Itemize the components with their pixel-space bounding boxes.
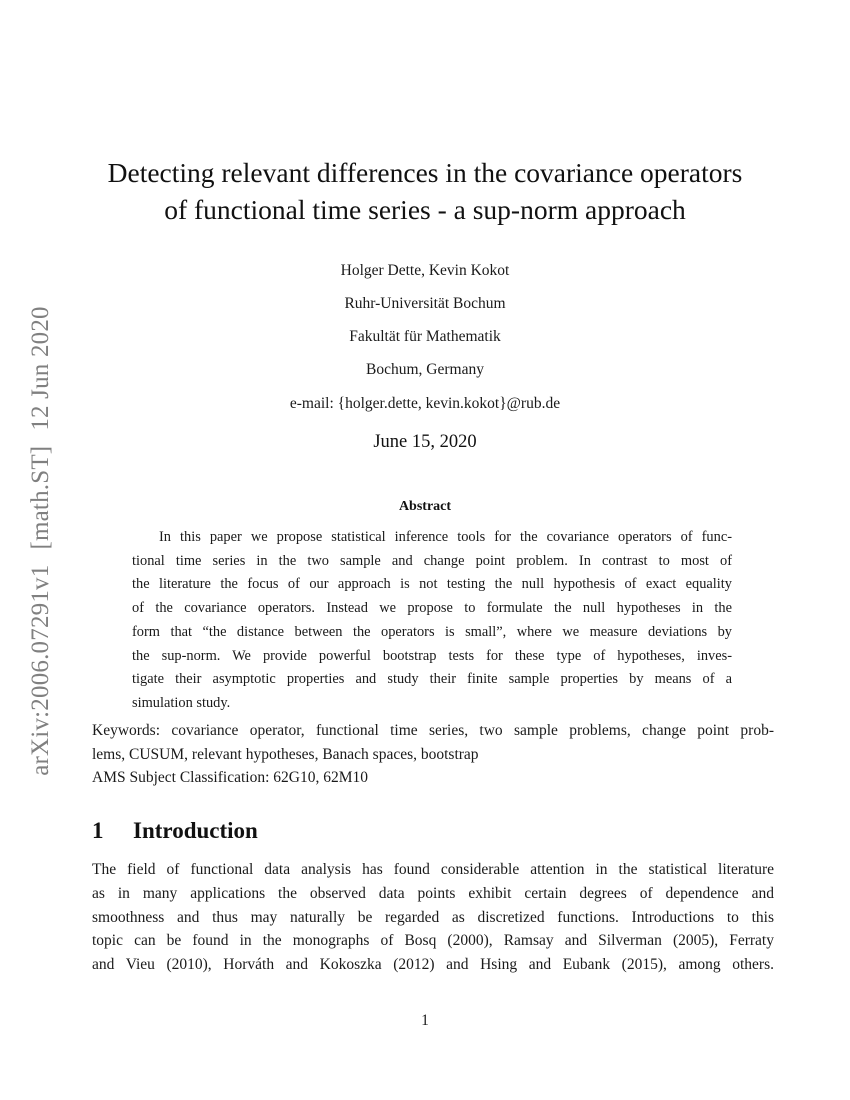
arxiv-category: [math.ST] bbox=[27, 445, 54, 550]
arxiv-date: 12 Jun 2020 bbox=[27, 306, 54, 431]
intro-line: and Vieu (2010), Horváth and Kokoszka (2012) and Hsing and Eubank (2015), among others. bbox=[92, 956, 774, 974]
arxiv-identifier: arXiv:2006.07291v1 bbox=[27, 564, 54, 776]
author-institution: Ruhr-Universität Bochum bbox=[344, 295, 506, 312]
abstract-line: In this paper we propose statistical inference tools for the covariance operators of func- bbox=[159, 529, 732, 545]
author-email: e-mail: {holger.dette, kevin.kokot}@rub.de bbox=[289, 395, 561, 412]
paper-title bbox=[0, 154, 850, 228]
abstract-line: simulation study. bbox=[132, 694, 231, 711]
section-title: Introduction bbox=[133, 818, 258, 843]
page-number: 1 bbox=[421, 1012, 429, 1029]
intro-paragraph bbox=[92, 858, 774, 977]
abstract-body bbox=[132, 526, 732, 716]
abstract-line: tigate their asymptotic properties and study their finite sample properties by means of a bbox=[132, 671, 732, 688]
intro-line: The field of functional data analysis has found considerable attention in the statistical literature bbox=[92, 861, 774, 878]
author-names: Holger Dette, Kevin Kokot bbox=[340, 262, 510, 279]
abstract-heading: Abstract bbox=[398, 499, 452, 514]
abstract-line: the literature the focus of our approach is not testing the null hypothesis of exact equality bbox=[132, 576, 732, 593]
intro-line: as in many applications the observed data points exhibit certain degrees of dependence and bbox=[92, 884, 774, 902]
author-location: Bochum, Germany bbox=[366, 361, 484, 378]
abstract-line: of the covariance operators. Instead we propose to formulate the null hypotheses in the bbox=[132, 600, 732, 617]
keywords-line-1: Keywords: covariance operator, functional time series, two sample problems, change point prob- bbox=[92, 722, 774, 739]
author-department: Fakultät für Mathematik bbox=[349, 328, 501, 345]
abstract-line: form that “the distance between the operators is small”, where we measure deviations by bbox=[132, 623, 732, 640]
abstract-line: the sup-norm. We provide powerful bootstrap tests for these type of hypotheses, inves- bbox=[132, 647, 732, 664]
section-heading bbox=[92, 818, 258, 844]
intro-line: smoothness and thus may naturally be regarded as discretized functions. Introductions to this bbox=[92, 908, 774, 926]
title-line-2: of functional time series - a sup-norm approach bbox=[164, 194, 686, 225]
keywords-block bbox=[92, 719, 774, 790]
section-number: 1 bbox=[92, 818, 104, 843]
ams-classification: AMS Subject Classification: 62G10, 62M10 bbox=[92, 769, 368, 786]
paper-date: June 15, 2020 bbox=[373, 432, 477, 452]
abstract-line: tional time series in the two sample and change point problem. In contrast to most of bbox=[132, 552, 732, 569]
keywords-line-2: lems, CUSUM, relevant hypotheses, Banach spaces, bootstrap bbox=[92, 745, 479, 763]
intro-line: topic can be found in the monographs of Bosq (2000), Ramsay and Silverman (2005), Ferraty bbox=[92, 932, 774, 950]
title-line-1: Detecting relevant differences in the covariance operators bbox=[107, 157, 743, 188]
